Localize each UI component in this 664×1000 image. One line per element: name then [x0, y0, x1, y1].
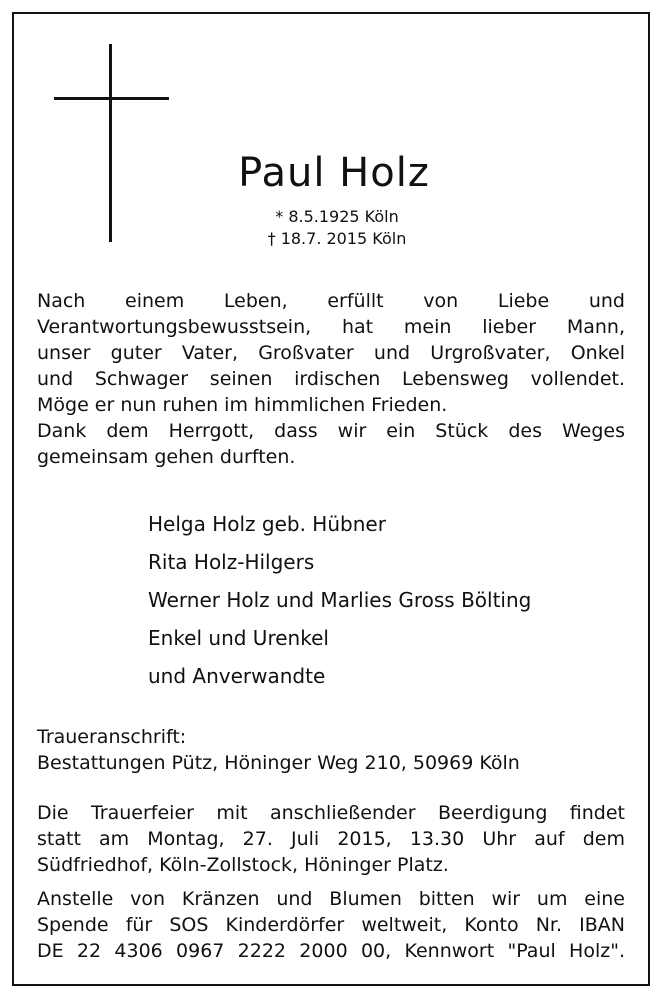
funeral-line: Südfriedhof, Köln-Zollstock, Höninger Platz.	[37, 854, 449, 876]
donation-line: DE 22 4306 0967 2222 2000 00, Kennwort "Paul Holz".	[37, 940, 625, 962]
donation-line: Anstelle von Kränzen und Blumen bitten wir um eine	[37, 888, 625, 910]
obituary-line: Nach einem Leben, erfüllt von Liebe und	[37, 290, 625, 312]
mourning-address	[37, 724, 625, 776]
deceased-name: Paul Holz	[238, 150, 430, 196]
obituary-line: Dank dem Herrgott, dass wir ein Stück des Weges	[37, 420, 625, 442]
mourners-list	[148, 505, 531, 695]
birth-date: * 8.5.1925 Köln	[275, 207, 399, 226]
address-value: Bestattungen Pütz, Höninger Weg 210, 50969 Köln	[37, 752, 520, 774]
obituary-text	[37, 288, 625, 470]
funeral-line: statt am Montag, 27. Juli 2015, 13.30 Uhr auf dem	[37, 828, 625, 850]
funeral-info	[37, 800, 625, 878]
mourner-name: Werner Holz und Marlies Gross Bölting	[148, 588, 532, 612]
donation-request	[37, 886, 625, 964]
mourner-name: und Anverwandte	[148, 664, 326, 688]
obituary-line: Möge er nun ruhen im himmlichen Frieden.	[37, 394, 448, 416]
obituary-line: Verantwortungsbewusstsein, hat mein lieber Mann,	[37, 316, 625, 338]
donation-line: Spende für SOS Kinderdörfer weltweit, Konto Nr. IBAN	[37, 914, 625, 936]
funeral-line: Die Trauerfeier mit anschließender Beerdigung findet	[37, 802, 625, 824]
cross-horizontal-bar	[54, 97, 169, 100]
mourner-name: Rita Holz-Hilgers	[148, 550, 315, 574]
obituary-line: gemeinsam gehen durften.	[37, 446, 296, 468]
obituary-line: unser guter Vater, Großvater und Urgroßvater, Onkel	[37, 342, 625, 364]
obituary-line: und Schwager seinen irdischen Lebensweg vollendet.	[37, 368, 625, 390]
address-label: Traueranschrift:	[37, 726, 187, 748]
mourner-name: Enkel und Urenkel	[148, 626, 329, 650]
death-date: † 18.7. 2015 Köln	[267, 229, 407, 248]
mourner-name: Helga Holz geb. Hübner	[148, 512, 386, 536]
life-dates	[0, 206, 664, 250]
